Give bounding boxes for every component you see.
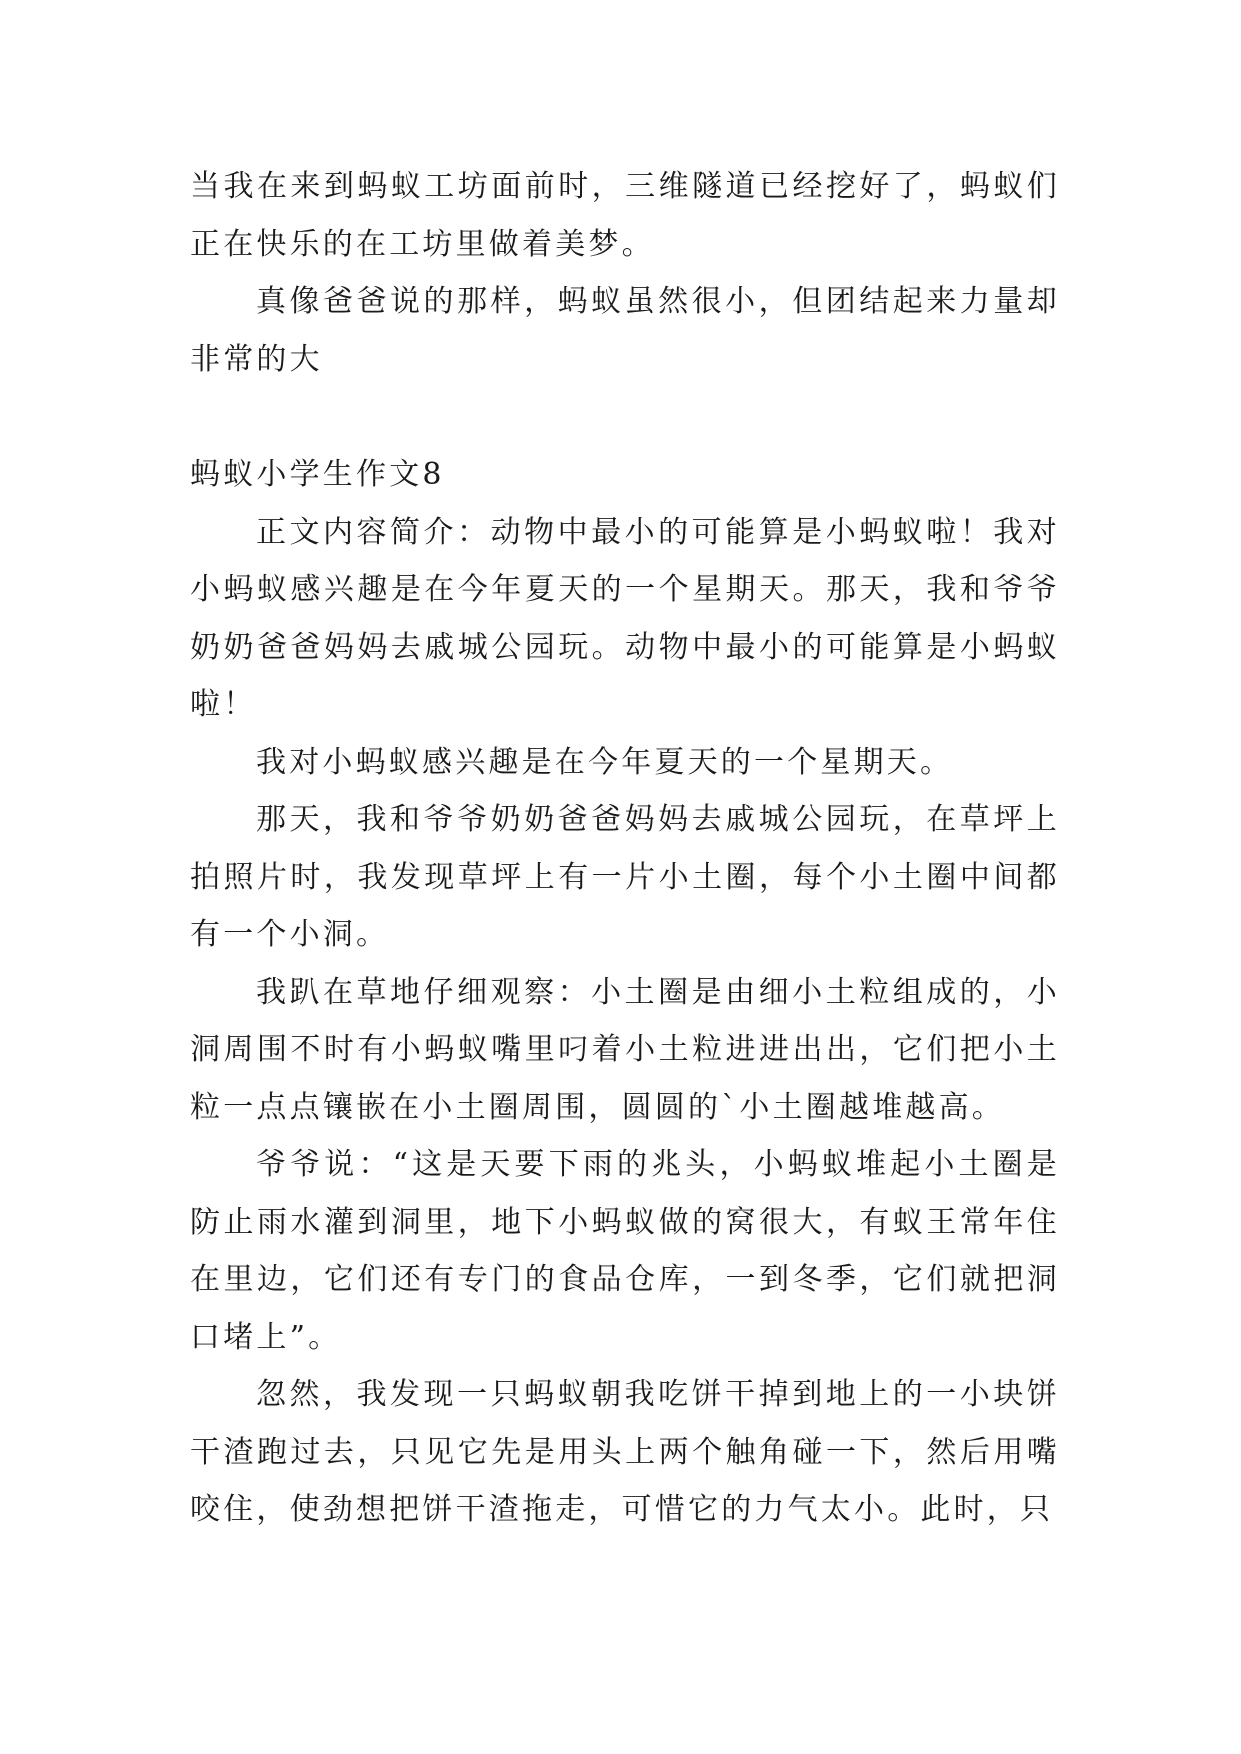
paragraph: 我对小蚂蚁感兴趣是在今年夏天的一个星期天。	[256, 744, 954, 780]
paragraph-summary: 正文内容简介：动物中最小的可能算是小蚂蚁啦！我对小蚂蚁感兴趣是在今年夏天的一个星期天。那天，我和爷爷奶奶爸爸妈妈去戚城公园玩。动物中最小的可能算是小蚂蚁啦！	[190, 514, 1060, 722]
section-gap	[190, 388, 1060, 446]
paragraph: 忽然，我发现一只蚂蚁朝我吃饼干掉到地上的一小块饼干渣跑过去，只见它先是用头上两个触角碰一下，然后用嘴咬住，使劲想把饼干渣拖走，可惜它的力气太小。此时，只	[190, 1377, 1060, 1527]
paragraph: 那天，我和爷爷奶奶爸爸妈妈去戚城公园玩，在草坪上拍照片时，我发现草坪上有一片小土圈，每个小土圈中间都有一个小洞。	[190, 802, 1060, 952]
paragraph: 我趴在草地仔细观察：小土圈是由细小土粒组成的，小洞周围不时有小蚂蚁嘴里叼着小土粒进进出出，它们把小土粒一点点镶嵌在小土圈周围，圆圆的`小土圈越堆越高。	[190, 974, 1060, 1125]
paragraph-continued: 当我在来到蚂蚁工坊面前时，三维隧道已经挖好了，蚂蚁们正在快乐的在工坊里做着美梦。	[190, 169, 1060, 262]
paragraph-conclusion: 真像爸爸说的那样，蚂蚁虽然很小，但团结起来力量却非常的大	[190, 284, 1060, 377]
document-body	[190, 158, 1060, 1539]
section-title: 蚂蚁小学生作文8	[190, 457, 445, 492]
paragraph: 爷爷说：“这是天要下雨的兆头，小蚂蚁堆起小土圈是防止雨水灌到洞里，地下小蚂蚁做的窝很大，有蚁王常年住在里边，它们还有专门的食品仓库，一到冬季，它们就把洞口堵上”。	[190, 1147, 1060, 1355]
